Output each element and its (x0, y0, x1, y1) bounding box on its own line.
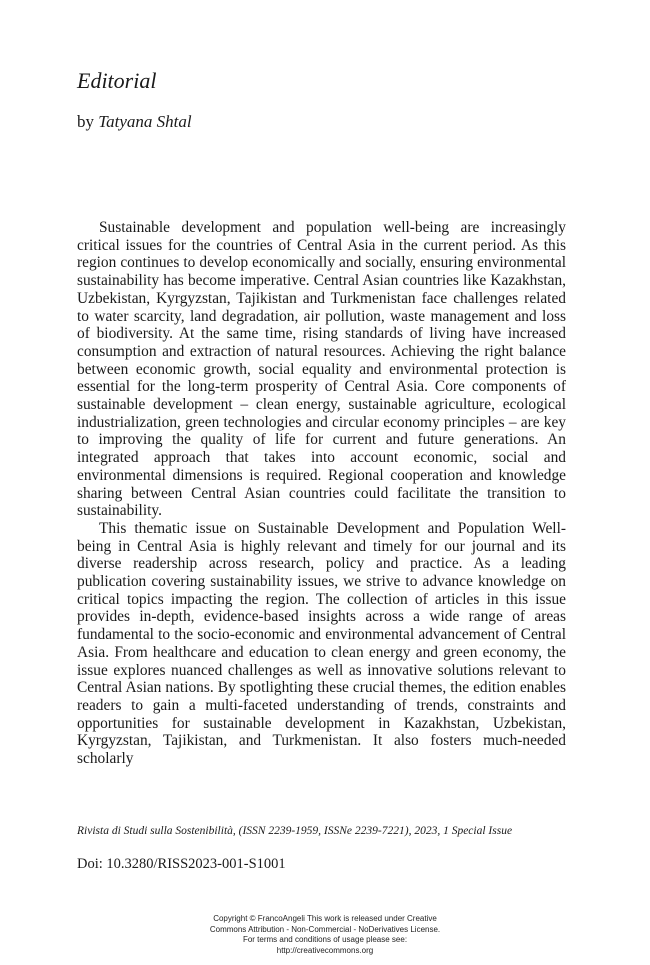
byline (77, 112, 192, 132)
license-notice (185, 914, 465, 956)
body-paragraph: Sustainable development and population well-being are increasingly critical issues for the countries of Central Asia in the current period. As this region continues to develop economically and socially, ensuring environmental sustainability has become imperative. Central Asian countries like Kazakhstan, Uzbekistan, Kyrgyzstan, Tajikistan and Turkmenistan face challenges related to water scarcity, land degradation, air pollution, waste management and loss of biodiversity. At the same time, rising standards of living have increased consumption and extraction of natural resources. Achieving the right balance between economic growth, social equality and environmental protection is essential for the long-term prosperity of Central Asia. Core components of sustainable development – clean energy, sustainable agriculture, ecological industrialization, green technologies and circular economy principles – are key to improving the quality of life for current and future generations. An integrated approach that takes into account economic, social and environmental dimensions is required. Regional cooperation and knowledge sharing between Central Asian countries could facilitate the transition to sustainability. (77, 219, 566, 520)
license-line: Commons Attribution - Non-Commercial - NoDerivatives License. (209, 924, 441, 934)
byline-prefix: by (77, 112, 94, 131)
body-paragraph: This thematic issue on Sustainable Development and Population Well-being in Central Asia is highly relevant and timely for our journal and its diverse readership across research, policy and practice. As a leading publication covering sustainability issues, we strive to advance knowledge on critical topics impacting the region. The collection of articles in this issue provides in-depth, evidence-based insights across a wide range of areas fundamental to the socio-economic and environmental advancement of Central Asia. From healthcare and education to clean energy and green economy, the issue explores nuanced challenges as well as innovative solutions relevant to Central Asian nations. By spotlighting these crucial themes, the edition enables readers to gain a multi-faceted understanding of trends, constraints and opportunities for sustainable development in Kazakhstan, Uzbekistan, Kyrgyzstan, Tajikistan, and Turkmenistan. It also fosters much-needed scholarly (77, 519, 566, 768)
page-title: Editorial (77, 68, 157, 93)
license-line: Copyright © FrancoAngeli This work is released under Creative (213, 914, 437, 923)
license-link[interactable]: http://creativecommons.org (276, 945, 374, 955)
author-name: Tatyana Shtal (98, 112, 192, 131)
license-line: For terms and conditions of usage please see: (242, 935, 408, 944)
journal-citation: Rivista di Studi sulla Sostenibilità, (ISSN 2239-1959, ISSNe 2239-7221), 2023, 1 Special Issue (77, 825, 513, 837)
doi-line: Doi: 10.3280/RISS2023-001-S1001 (77, 856, 286, 872)
article-body (77, 219, 566, 768)
